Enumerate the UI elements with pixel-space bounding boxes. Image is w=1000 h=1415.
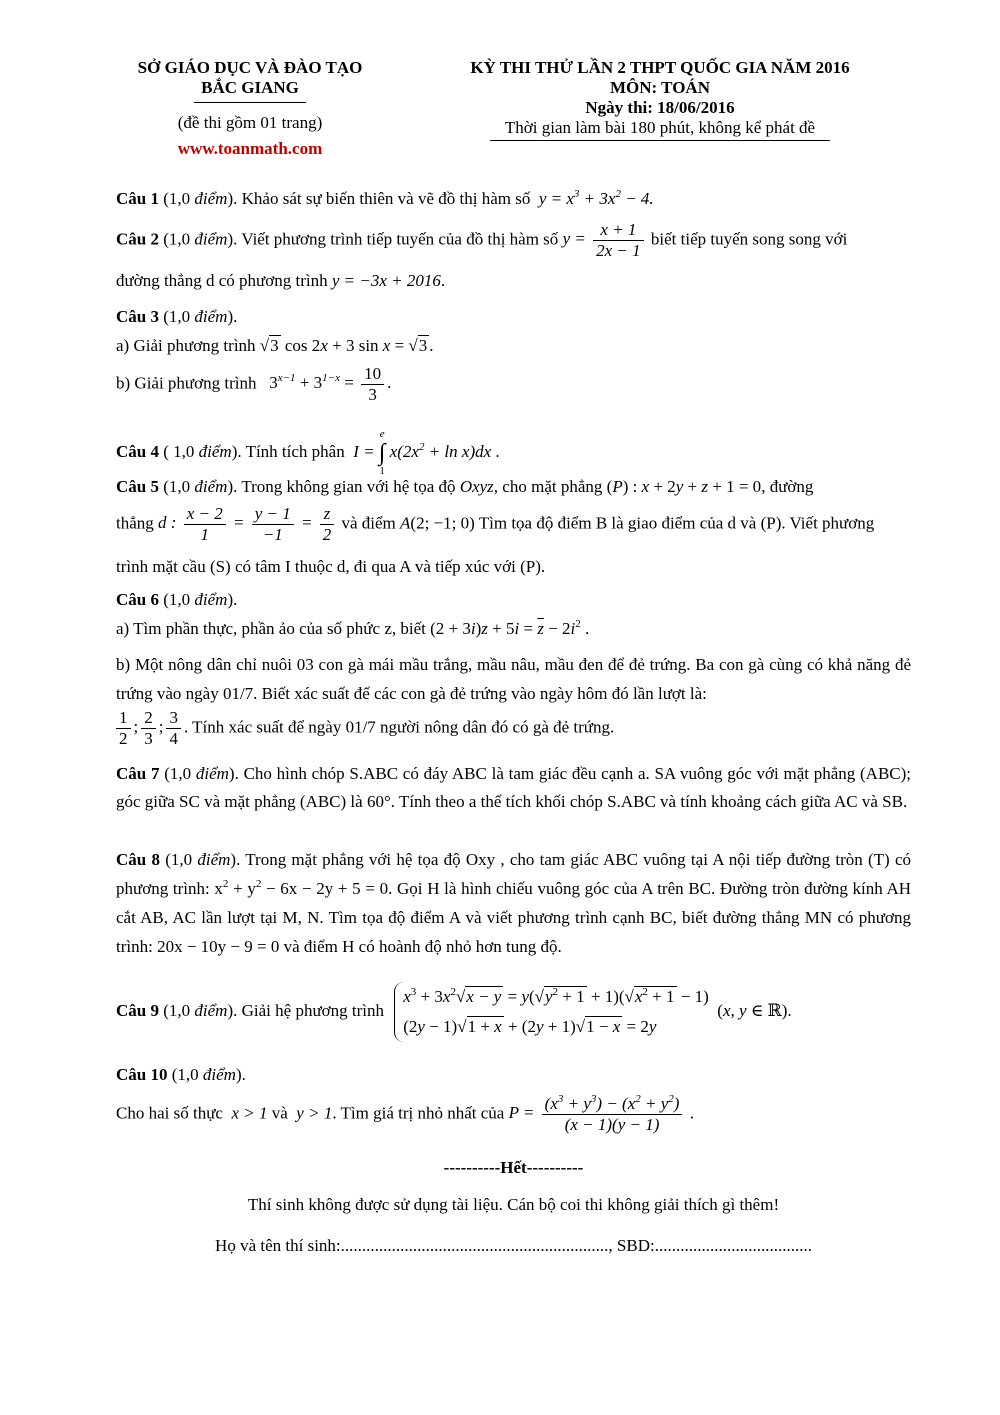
points-value: 1,0 (177, 1065, 199, 1084)
q6b-probabilities: $\frac{1}{2}$ ; $\frac{2}{3}$ ; $\frac{3}{4}$ (116, 717, 184, 736)
q1-label: Câu 1 (116, 189, 159, 208)
q2-function: y = $\frac{x + 1}{2x - 1}$ (563, 229, 647, 248)
points-word: điểm (195, 764, 229, 783)
q4-integral: I = e ∫ 1 $x(2x^2 + \ln x)dx$ (348, 428, 492, 477)
q10-cond-x: x > 1 (227, 1103, 268, 1123)
points-value: 1,0 (168, 229, 191, 249)
question-9: Câu 9 (1,0 điểm). Giải hệ phương trình $x^3 + 3x^2√x - y = y(√y^2 + 1 + 1)(√x^2 + 1 - 1)$ (2y − 1)√1 + x + (2y + 1)√1 − x = 2y (x, y ∈ ℝ). (116, 982, 911, 1042)
points-value: 1,0 (168, 189, 191, 208)
q5-text4: thẳng (116, 513, 154, 533)
q8-text2: Gọi H là hình chiếu vuông góc của A trên BC. Đường tròn đường kính AH cắt AB, AC lần lượt tại M, N. Tìm tọa độ điểm A và viết phương trình cạnh BC, biết đường thẳng MN có phương trình: (116, 879, 912, 956)
points-word: điểm (194, 590, 228, 609)
question-3b (116, 364, 911, 405)
footer-note: Thí sinh không được sử dụng tài liệu. Cán bộ coi thi không giải thích gì thêm! (247, 1195, 780, 1214)
q2-text: Viết phương trình tiếp tuyến của đồ thị hàm số (241, 229, 559, 249)
q8-circle-eq: $x^2 + y^2 - 6x - 2y + 5 = 0$. (214, 878, 393, 898)
q9-text: Giải hệ phương trình (241, 1000, 384, 1020)
q5-coord-system: Oxyz (459, 477, 494, 496)
q2-text3: đường thẳng d có phương trình (116, 271, 328, 290)
points-word: điểm (194, 1000, 228, 1020)
q10-expression: P = $\frac{(x^3 + y^3) - (x^2 + y^2)}{(x - 1)(y - 1)}$ (509, 1103, 686, 1122)
q10-text1: Cho hai số thực (116, 1103, 223, 1123)
province-name: BẮC GIANG (201, 78, 299, 97)
question-8: Câu 8 (1,0 điểm). Trong mặt phẳng với hệ tọa độ Oxy , cho tam giác ABC vuông tại A nội tiếp đường tròn (T) có phương trình: $x^2 + y^2 - 6x - 2y + 5 = 0$. Gọi H là hình chiếu vuông góc của A trên BC. Đường tròn đường kính AH cắt AB, AC lần lượt tại M, N. Tìm tọa độ điểm A và viết phương trình cạnh BC, biết đường thẳng MN có phương trình: 20x − 10y − 9 = 0 và điểm H có hoành độ nhỏ hơn tung độ. (116, 850, 912, 956)
q7-label: Câu 7 (116, 764, 160, 783)
question-6b-line3 (116, 708, 911, 749)
header-left (100, 58, 400, 159)
question-5-line3: trình mặt cầu (S) có tâm I thuộc d, đi qua A và tiếp xúc với (P). (116, 557, 546, 576)
points-word: điểm (198, 441, 232, 461)
q5-label: Câu 5 (116, 477, 159, 496)
question-3a (116, 333, 911, 359)
question-5-line2 (116, 504, 911, 545)
time-limit: Thời gian làm bài 180 phút, không kể phát đề (504, 118, 816, 137)
q3b-text: b) Giải phương trình (116, 373, 257, 393)
candidate-info-line[interactable]: Họ và tên thí sinh:..............................................................., SBD:..................................... (215, 1236, 812, 1255)
points-word: điểm (194, 229, 228, 249)
q5-text1: Trong không gian với hệ tọa độ (241, 477, 456, 496)
q8-text1: Trong mặt phẳng với hệ tọa độ Oxy , cho tam giác ABC vuông tại A nội tiếp đường tròn (T) có phương trình: (116, 850, 911, 898)
q5-text6: Tìm tọa độ điểm B là giao điểm của d và (P). Viết phương (478, 513, 875, 533)
q4-label: Câu 4 (116, 441, 159, 461)
question-6: Câu 6 (1,0 điểm). (116, 590, 238, 609)
q3a-text: a) Giải phương trình (116, 336, 256, 355)
question-2: Câu 2 (1,0 điểm). Viết phương trình tiếp tuyến của đồ thị hàm số y = $\frac{x + 1}{2x - 1}$ biết tiếp tuyến song song với (116, 220, 848, 260)
q8-label: Câu 8 (116, 850, 160, 869)
question-6b: b) Một nông dân chỉ nuôi 03 con gà mái mầu trắng, mầu nâu, mầu đen để đẻ trứng. Ba con gà cùng có khả năng đẻ trứng vào ngày 01/7. Biết xác suất để các con gà đẻ trứng vào ngày hôm đó lần lượt là: (116, 655, 911, 703)
question-3: Câu 3 (1,0 điểm). (116, 307, 238, 326)
points-value: 1,0 (168, 477, 191, 496)
points-word: điểm (194, 189, 228, 208)
header-right (425, 58, 895, 141)
q8-text3: và điểm H có hoành độ nhỏ hơn tung độ. (283, 937, 562, 956)
question-5: Câu 5 (1,0 điểm). Trong không gian với hệ tọa độ Oxyz, cho mặt phẳng (P) : x + 2y + z + 1 = 0, đường (116, 477, 814, 496)
q5-point-a: A(2; −1; 0) (400, 513, 475, 533)
points-value: 1,0 (170, 850, 193, 869)
question-1: Câu 1 (1,0 điểm). Khảo sát sự biến thiên và vẽ đồ thị hàm số $y = x^3 + 3x^2 - 4$. (116, 188, 654, 208)
q5-plane: (P) : x + 2y + z + 1 = 0 (606, 477, 762, 496)
points-value: 1,0 (169, 764, 192, 783)
q7-text: Cho hình chóp S.ABC có đáy ABC là tam giác đều cạnh a. SA vuông góc với mặt phẳng (ABC); góc giữa SC và mặt phẳng (ABC) là 60°. Tính theo a thể tích khối chóp S.ABC và tính khoảng cách giữa AC và SB. (116, 764, 912, 811)
exam-date: Ngày thi: 18/06/2016 (585, 98, 735, 117)
points-value: 1,0 (168, 590, 191, 609)
q5-line-d: d : $\frac{x - 2}{1}$ = $\frac{y - 1}{-1}$ = $\frac{z}{2}$ (158, 513, 337, 532)
q10-cond-y: y > 1 (292, 1103, 333, 1123)
question-7: Câu 7 (1,0 điểm). Cho hình chóp S.ABC có đáy ABC là tam giác đều cạnh a. SA vuông góc với mặt phẳng (ABC); góc giữa SC và mặt phẳng (ABC) là 60°. Tính theo a thể tích khối chóp S.ABC và tính khoảng cách giữa AC và SB. (116, 764, 912, 811)
q2-text2: biết tiếp tuyến song song với (650, 229, 848, 249)
question-10: Câu 10 (1,0 điểm). (116, 1065, 246, 1084)
q10-label: Câu 10 (116, 1065, 168, 1084)
q2-line-formula: y = −3x + 2016 (331, 271, 441, 290)
points-value: 1,0 (168, 1000, 191, 1020)
subject: MÔN: TOÁN (610, 78, 710, 97)
question-6a: a) Tìm phần thực, phần ảo của số phức z, biết $(2 + 3i)z + 5i = \overline{z} - 2i^2$ . (116, 618, 590, 638)
points-word: điểm (202, 1065, 236, 1084)
department-name: SỞ GIÁO DỤC VÀ ĐÀO TẠO (137, 58, 363, 77)
header-right-underline (490, 140, 830, 141)
q6-label: Câu 6 (116, 590, 159, 609)
q4-text: Tính tích phân (245, 441, 345, 461)
q3-label: Câu 3 (116, 307, 159, 326)
page-count-note: (đề thi gồm 01 trang) (177, 113, 323, 132)
website-link[interactable]: www.toanmath.com (177, 139, 323, 158)
q6a-formula: $(2 + 3i)z + 5i = \overline{z} - 2i^2$ (430, 618, 581, 638)
q3b-formula: $3^{x-1} + 3^{1-x}$ = $\frac{10}{3}$ . (260, 364, 392, 404)
question-2-line2: đường thẳng d có phương trình y = −3x + 2016. (116, 271, 446, 290)
q9-label: Câu 9 (116, 1000, 159, 1020)
q10-text2: và (271, 1103, 288, 1123)
points-word: điểm (197, 850, 231, 869)
q8-line-mn: 20x − 10y − 9 = 0 (157, 937, 280, 956)
q3a-formula: √3 cos 2x + 3 sin x = √3 . (259, 336, 434, 355)
points-value: 1,0 (168, 307, 191, 326)
q9-system: $x^3 + 3x^2√x - y = y(√y^2 + 1 + 1)(√x^2 + 1 - 1)$ (2y − 1)√1 + x + (2y + 1)√1 − x = 2y (394, 982, 709, 1042)
q5-text2: , cho mặt phẳng (493, 477, 603, 496)
question-4: Câu 4 ( 1,0 điểm). Tính tích phân I = e ∫ 1 $x(2x^2 + \ln x)dx$ . (116, 428, 500, 477)
header-left-underline (194, 102, 306, 103)
q2-label: Câu 2 (116, 229, 159, 249)
question-10-body: Cho hai số thực x > 1 và y > 1. Tìm giá trị nhỏ nhất của P = $\frac{(x^3 + y^3) - (x^2 + y^2)}{(x - 1)(y - 1)}$ . (116, 1093, 694, 1134)
q6b-text2: . Tính xác suất để ngày 01/7 người nông dân đó có gà đẻ trứng. (183, 717, 615, 737)
points-word: điểm (194, 477, 228, 496)
q1-formula: $y = x^3 + 3x^2 - 4$. (534, 188, 654, 208)
q1-text: Khảo sát sự biến thiên và vẽ đồ thị hàm số (241, 189, 531, 208)
q10-text3: Tìm giá trị nhỏ nhất của (340, 1103, 505, 1123)
points-value: 1,0 (173, 441, 195, 461)
q9-domain: (x, y ∈ ℝ). (713, 1000, 792, 1020)
q6a-text: a) Tìm phần thực, phần ảo của số phức z, biết (116, 619, 426, 638)
exam-title: KỲ THI THỬ LẦN 2 THPT QUỐC GIA NĂM 2016 (470, 58, 850, 77)
points-word: điểm (194, 307, 228, 326)
end-marker: ----------Hết---------- (443, 1158, 584, 1177)
q5-text5: và điểm (341, 513, 396, 533)
q5-text3: , đường (761, 477, 814, 496)
